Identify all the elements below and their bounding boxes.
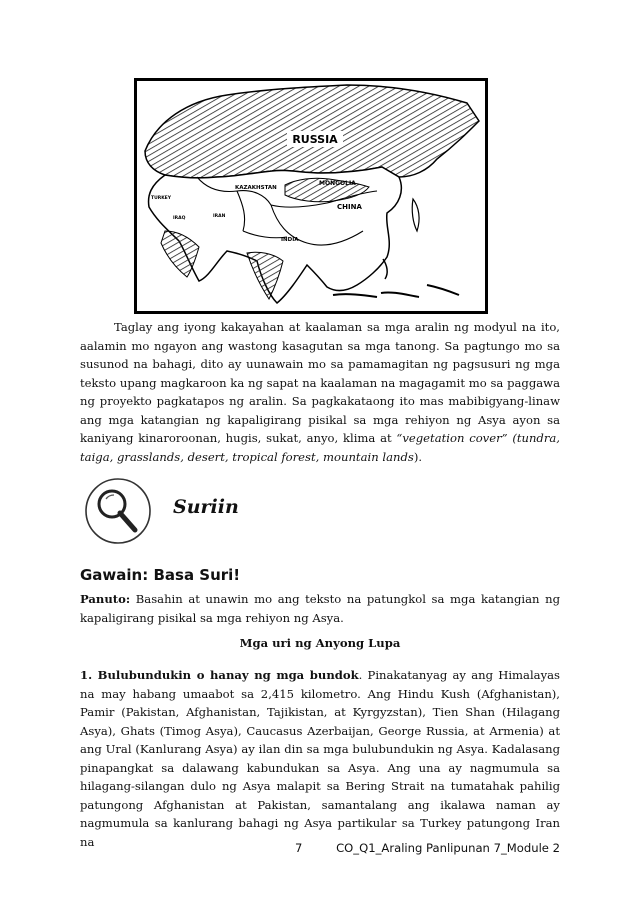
intro-text: Taglay ang iyong kakayahan at kaalaman sa mga aralin ng modyul na ito, aalamin mo ngayon ang wastong kasagutan sa mga tanong. Sa pagtungo mo sa susunod na bahagi, dito ay uunawain mo sa pamamagitan ng pagsusuri ng mga teksto upang magkaroon ka ng sapat na kaalaman na magagamit mo sa paggawa ng proyekto pagkatapos ng aralin. Sa pagkakataong ito mas mabibigyang-linaw ang mga katangian ng kapaligirang pisikal sa mga rehiyon ng Asya ayon sa kaniyang kinaroroonan, hugis, sukat, anyo, klima at [80,320,560,445]
iran-label: IRAN [213,214,226,219]
instructions-label: Panuto: [80,592,131,606]
page-footer [295,841,560,855]
section-header [83,476,383,546]
intro-paragraph [80,318,560,466]
body-text: . Pinakatanyag ay ang Himalayas na may habang umaabot sa 2,415 kilometro. Ang Hindu Kush (Afghanistan), Pamir (Pakistan, Afghanistan, Tajikistan, at Kyrgyzstan), Tien Shan (Hilagang Asya), Ghats (Timog Asya), Caucasus Azerbaijan, George Russia, at Armenia) at ang Ural (Kanlurang Asya) ay ilan din sa mga bulubundukin ng Asya. Kadalasang pinapangkat sa dalawang kabundukan sa Asya. Ang una ay nagmumula sa hilagang-silangan dulo ng Asya malapit sa Bering Strait na tumatahak pahilig patungong Afghanistan at Pakistan, samantalang ang ikalawa naman ay nagmumula sa kanlurang bahagi ng Asya partikular sa Turkey patungong Iran na [80,668,560,849]
section-title: Suriin [173,496,239,518]
turkey-label: TURKEY [151,196,172,201]
intro-end-text: ). [413,449,423,464]
kazakhstan-label: KAZAKHSTAN [235,185,277,191]
russia-label: RUSSIA [292,133,338,146]
body-paragraph [80,666,560,851]
japan-islands [412,199,419,231]
instructions-paragraph [80,590,560,627]
subheading: Mga uri ng Anyong Lupa [239,636,401,650]
mongolia-label: MONGOLIA [319,180,356,187]
module-code: CO_Q1_Araling Panlipunan 7_Module 2 [336,841,560,855]
china-label: CHINA [337,203,362,211]
intro-italic-text: “vegetation cover” (tundra, taiga, grasslands, desert, tropical forest, mountain lands [80,431,560,464]
iraq-label: IRAQ [173,216,186,221]
india-label: INDIA [281,237,299,243]
page-number: 7 [295,841,303,855]
asia-map-drawing [137,81,485,311]
magnifying-glass-icon [83,476,153,546]
instructions-text: Basahin at unawin mo ang teksto na patungkol sa mga katangian ng kapaligirang pisikal sa mga rehiyon ng Asya. [80,592,560,625]
activity-title: Gawain: Basa Suri! [80,566,241,584]
asia-map [134,78,488,314]
body-lead: 1. Bulubundukin o hanay ng mga bundok [80,668,359,682]
